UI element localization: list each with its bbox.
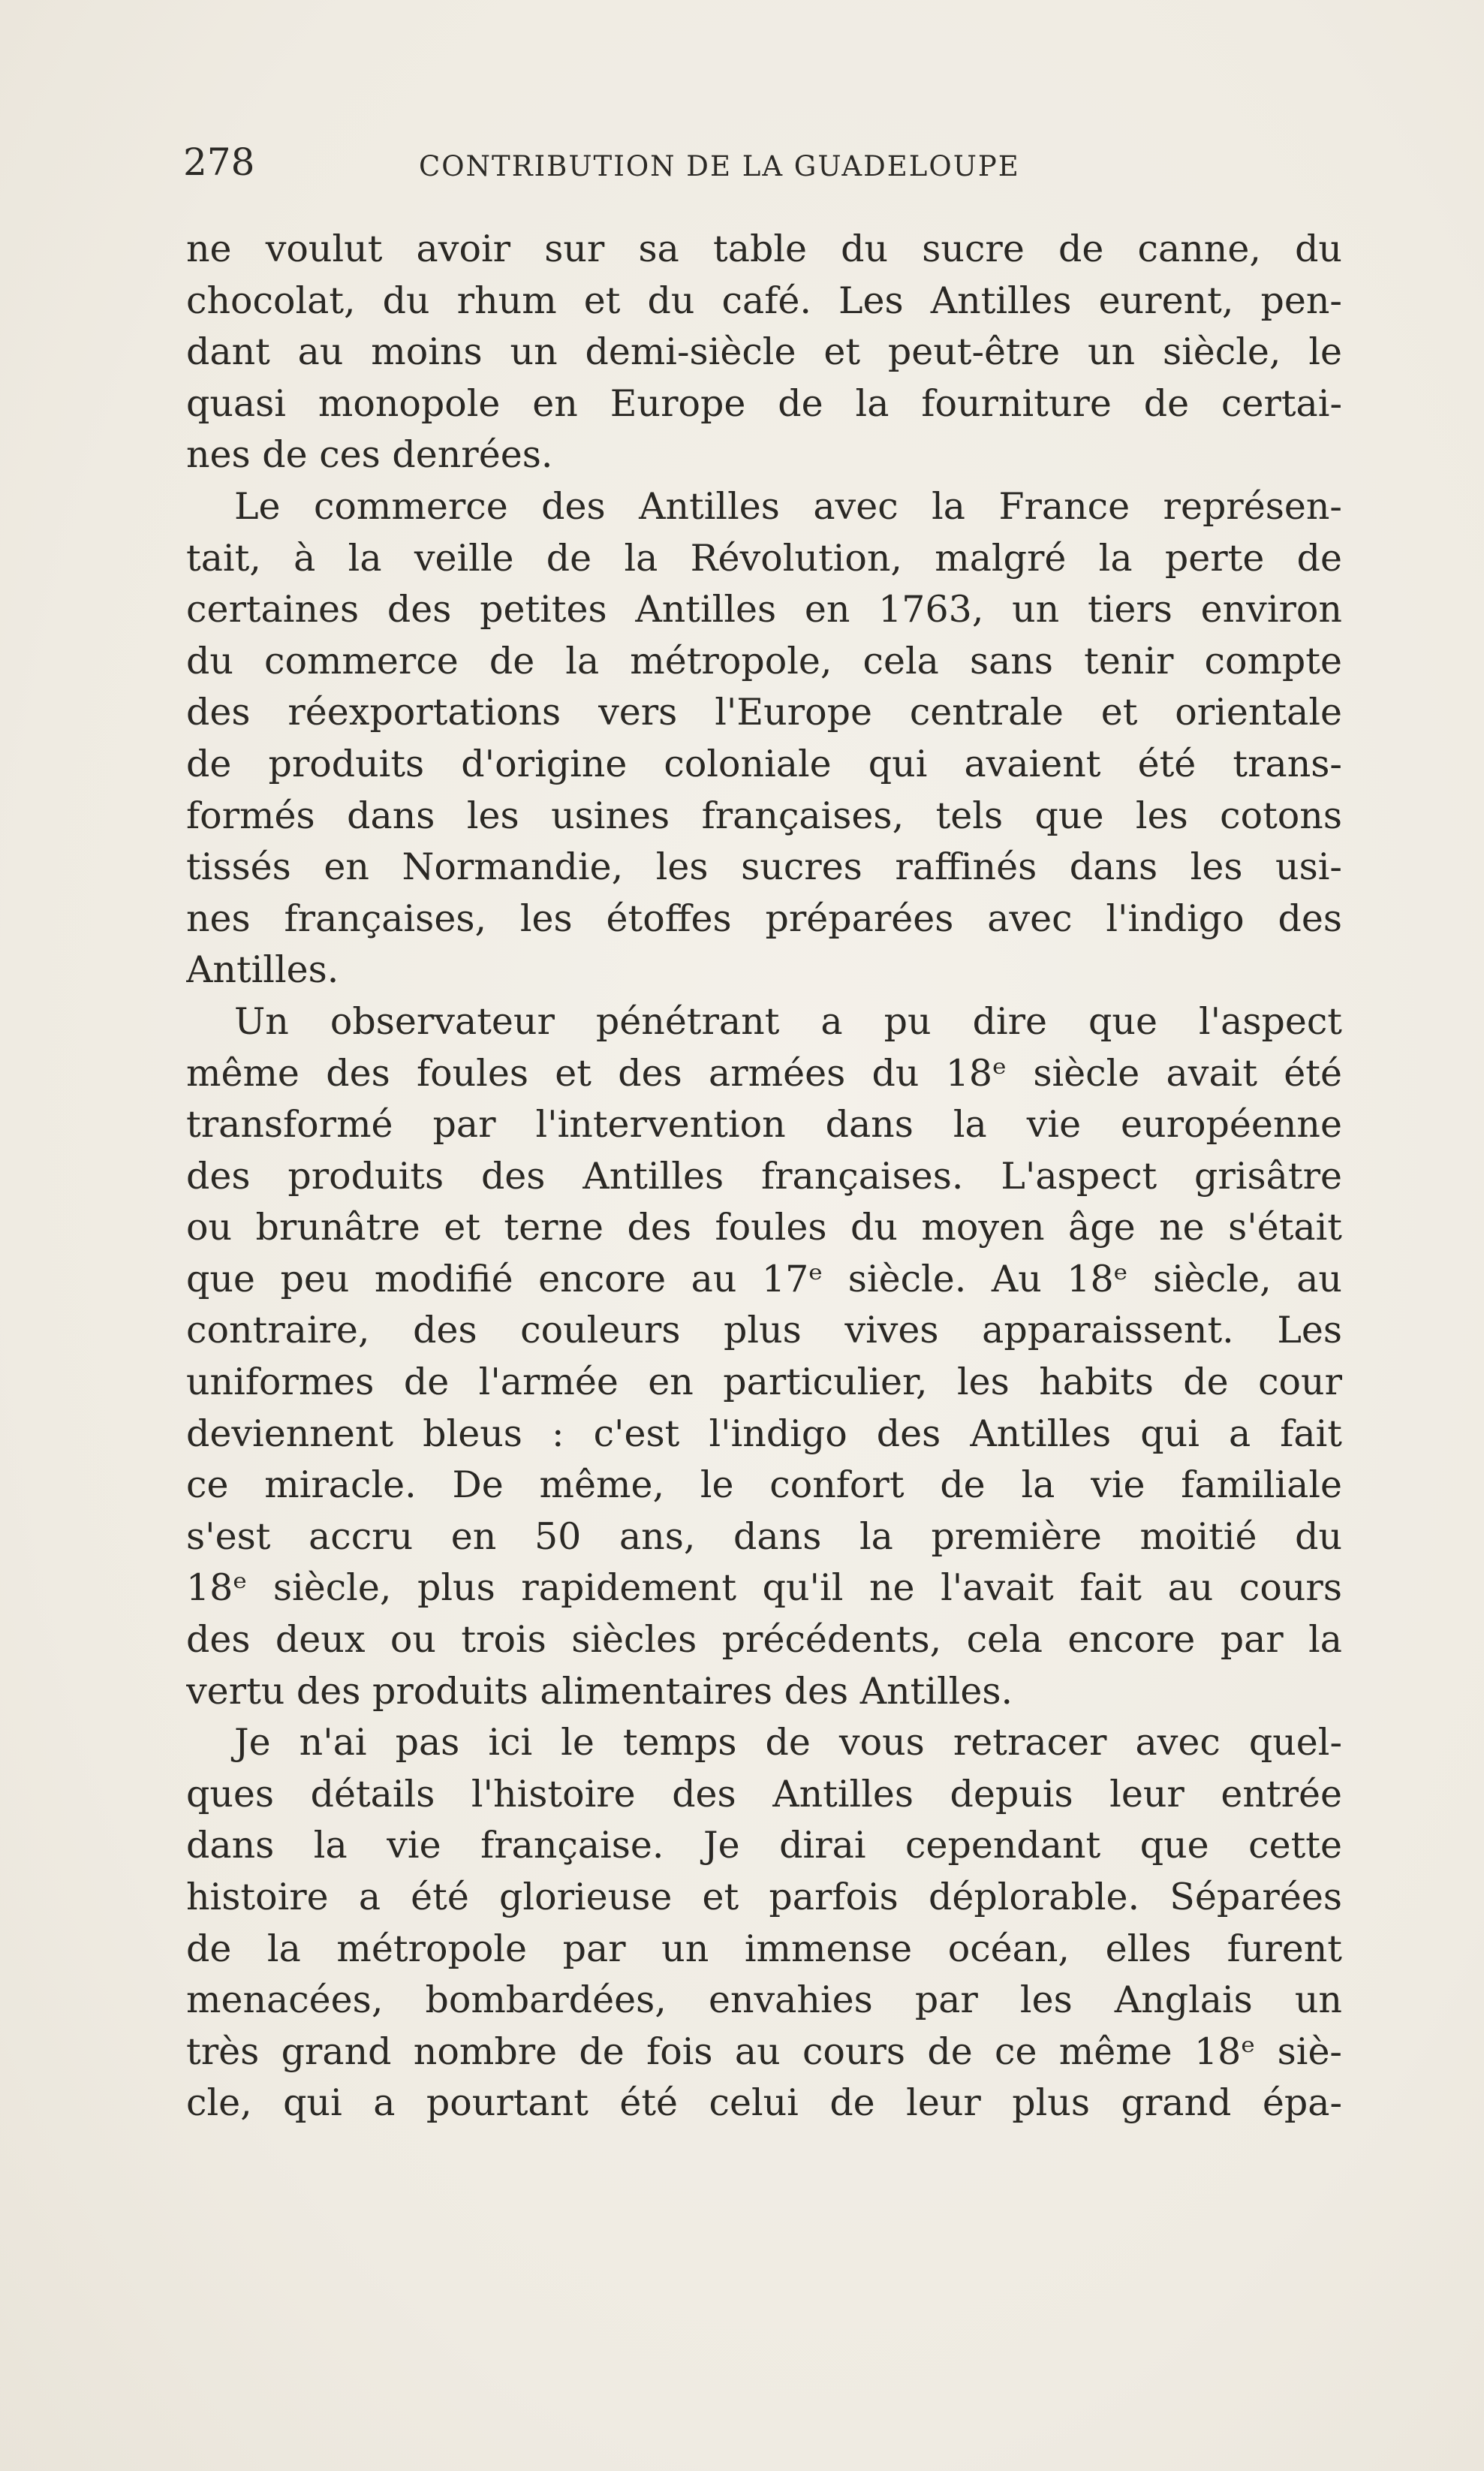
page-header	[183, 132, 1354, 192]
text-line: nes françaises, les étoffes préparées avec l'indigo des	[186, 896, 1342, 940]
text-line: du commerce de la métropole, cela sans tenir compte	[186, 639, 1342, 683]
text-line: des produits des Antilles françaises. L'aspect grisâtre	[186, 1154, 1342, 1198]
text-line: des deux ou trois siècles précédents, cela encore par la	[186, 1618, 1342, 1662]
text-line: de produits d'origine coloniale qui avaient été trans-	[186, 742, 1342, 785]
text-line: ce miracle. De même, le confort de la vie familiale	[186, 1463, 1342, 1507]
paragraph-4	[186, 1717, 1342, 2129]
text-line: histoire a été glorieuse et parfois déplorable. Séparées	[186, 1876, 1342, 1918]
text-line: uniformes de l'armée en particulier, les habits de cour	[186, 1361, 1342, 1404]
text-line: transformé par l'intervention dans la vie européenne	[186, 1103, 1342, 1147]
text-line: tissés en Normandie, les sucres raffinés dans les usi-	[186, 845, 1342, 889]
text-line: 18ᵉ siècle, plus rapidement qu'il ne l'avait fait au cours	[186, 1566, 1342, 1610]
text-line: chocolat, du rhum et du café. Les Antilles eurent, pen-	[186, 279, 1342, 322]
text-line: tait, à la veille de la Révolution, malgré la perte de	[186, 536, 1342, 580]
text-line: nes de ces denrées.	[186, 433, 553, 477]
text-line: des réexportations vers l'Europe centrale et orientale	[186, 691, 1342, 734]
page-number: 278	[183, 140, 255, 184]
text-line: Le commerce des Antilles avec la France représen-	[234, 484, 1342, 528]
text-line: menacées, bombardées, envahies par les Anglais un	[186, 1978, 1342, 2022]
text-line: dant au moins un demi-siècle et peut-être un siècle, le	[186, 330, 1342, 374]
paragraph-2	[186, 481, 1342, 996]
paragraph-1	[186, 224, 1342, 481]
text-line: de la métropole par un immense océan, elles furent	[186, 1927, 1342, 1970]
text-line: Antilles.	[186, 948, 339, 992]
text-line: formés dans les usines françaises, tels que les cotons	[186, 794, 1342, 837]
text-line: ques détails l'histoire des Antilles depuis leur entrée	[186, 1772, 1342, 1816]
text-line: certaines des petites Antilles en 1763, un tiers environ	[186, 588, 1342, 631]
text-line: deviennent bleus : c'est l'indigo des Antilles qui a fait	[186, 1412, 1342, 1455]
text-line: que peu modifié encore au 17ᵉ siècle. Au 18ᵉ siècle, au	[186, 1257, 1342, 1300]
text-line: ne voulut avoir sur sa table du sucre de canne, du	[186, 228, 1342, 270]
text-line: Je n'ai pas ici le temps de vous retracer avec quel-	[234, 1721, 1342, 1764]
text-line: cle, qui a pourtant été celui de leur plus grand épa-	[186, 2081, 1342, 2125]
text-line: ou brunâtre et terne des foules du moyen âge ne s'était	[186, 1206, 1342, 1249]
text-line: même des foules et des armées du 18ᵉ siècle avait été	[186, 1051, 1342, 1095]
text-line: quasi monopole en Europe de la fourniture de certai-	[186, 381, 1342, 425]
body-text	[186, 224, 1342, 2129]
text-line: contraire, des couleurs plus vives apparaissent. Les	[186, 1309, 1342, 1352]
text-line: s'est accru en 50 ans, dans la première moitié du	[186, 1514, 1342, 1558]
text-line: très grand nombre de fois au cours de ce même 18ᵉ siè-	[186, 2030, 1342, 2073]
text-line: vertu des produits alimentaires des Antilles.	[186, 1669, 1013, 1713]
text-line: Un observateur pénétrant a pu dire que l'aspect	[234, 999, 1342, 1043]
running-title: CONTRIBUTION DE LA GUADELOUPE	[419, 150, 1020, 182]
paragraph-3	[186, 996, 1342, 1717]
text-line: dans la vie française. Je dirai cependant que cette	[186, 1824, 1342, 1867]
